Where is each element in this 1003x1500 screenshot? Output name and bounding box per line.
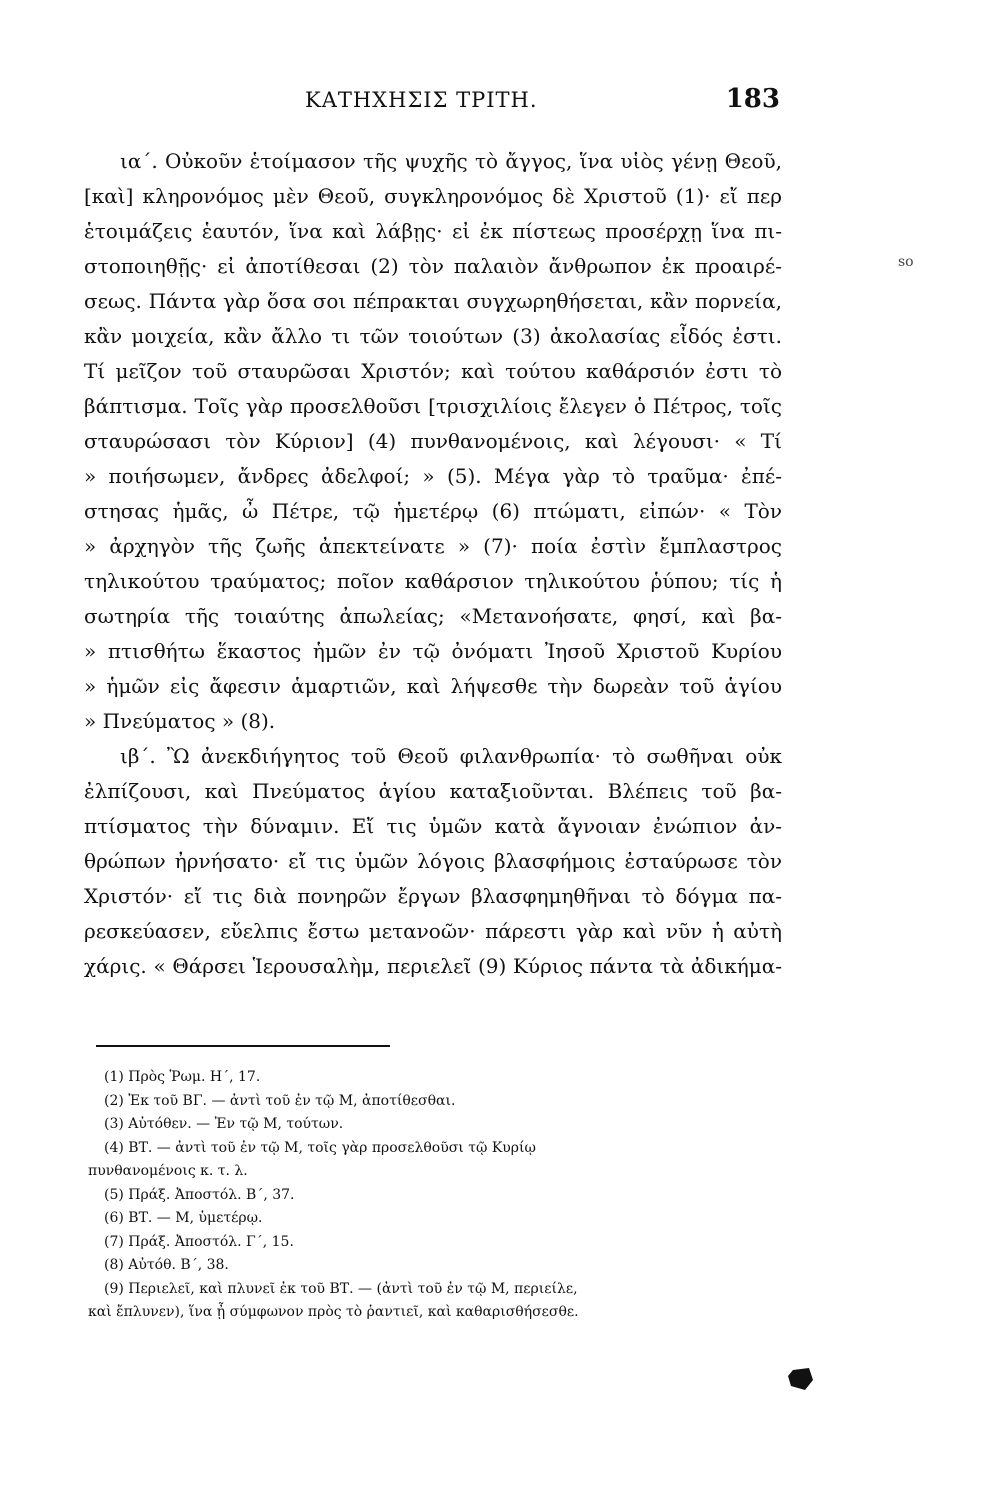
text-line: Τί μεῖζον τοῦ σταυρῶσαι Χριστόν; καὶ τούτου καθάρσιόν ἐστι τὸ — [84, 359, 782, 383]
ink-blot-mark — [787, 1366, 815, 1392]
text-line: τηλικούτου τραύματος; ποῖον καθάρσιον τηλικούτου ῥύπου; τίς ἡ — [84, 569, 782, 593]
text-line: » ἡμῶν εἰς ἄφεσιν ἁμαρτιῶν, καὶ λήψεσθε τὴν δωρεὰν τοῦ ἁγίου — [84, 674, 782, 698]
text-line: πτίσματος τὴν δύναμιν. Εἴ τις ὑμῶν κατὰ ἄγνοιαν ἐνώπιον ἀν- — [84, 814, 782, 838]
text-line: » Πνεύματος » (8). — [84, 709, 276, 733]
text-line: » πτισθήτω ἕκαστος ἡμῶν ἐν τῷ ὀνόματι Ἰησοῦ Χριστοῦ Κυρίου — [84, 639, 782, 663]
text-line: θρώπων ἠρνήσατο· εἴ τις ὑμῶν λόγοις βλασφήμοις ἐσταύρωσε τὸν — [84, 849, 782, 873]
text-line: ιβ΄. Ὢ ἀνεκδιήγητος τοῦ Θεοῦ φιλανθρωπία· τὸ σωθῆναι οὐκ — [120, 744, 782, 768]
text-line: σεως. Πάντα γὰρ ὅσα σοι πέπρακται συγχωρηθήσεται, κἂν πορνεία, — [84, 289, 782, 313]
footnote: (3) Αὐτόθεν. — Ἐν τῷ Μ, τούτων. — [104, 1116, 344, 1132]
text-line: » ἀρχηγὸν τῆς ζωῆς ἀπεκτείνατε » (7)· ποία ἐστὶν ἔμπλαστρος — [84, 534, 782, 558]
footnote-continuation: πυνθανομένοις κ. τ. λ. — [88, 1163, 248, 1179]
footnote: (1) Πρὸς Ῥωμ. Η΄, 17. — [104, 1069, 261, 1085]
footnote: (9) Περιελεῖ, καὶ πλυνεῖ ἐκ τοῦ ΒΤ. — (ἀντὶ τοῦ ἐν τῷ Μ, περιείλε, — [104, 1280, 578, 1297]
body-text — [84, 144, 782, 984]
footnote-separator — [96, 1045, 390, 1047]
text-line: ἑτοιμάζεις ἑαυτόν, ἵνα καὶ λάβῃς· εἰ ἐκ πίστεως προσέρχῃ ἵνα πι- — [84, 219, 782, 243]
footnotes — [88, 1066, 784, 1325]
text-line: ἐλπίζουσι, καὶ Πνεύματος ἁγίου καταξιοῦνται. Βλέπεις τοῦ βα- — [84, 779, 782, 803]
text-line: » ποιήσωμεν, ἄνδρες ἀδελφοί; » (5). Μέγα γὰρ τὸ τραῦμα· ἐπέ- — [84, 464, 782, 488]
text-line: [καὶ] κληρονόμος μὲν Θεοῦ, συγκληρονόμος δὲ Χριστοῦ (1)· εἴ περ — [84, 184, 782, 208]
footnote: (8) Αὐτόθ. Β΄, 38. — [104, 1257, 229, 1273]
text-line: βάπτισμα. Τοῖς γὰρ προσελθοῦσι [τρισχιλίοις ἔλεγεν ὁ Πέτρος, τοῖς — [84, 394, 782, 418]
footnote: (5) Πράξ. Ἀποστόλ. Β΄, 37. — [104, 1186, 295, 1203]
text-line: κἂν μοιχεία, κἂν ἄλλο τι τῶν τοιούτων (3) ἀκολασίας εἶδός ἐστι. — [84, 324, 782, 348]
page-header — [305, 86, 780, 122]
text-line: ρεσκεύασεν, εὔελπις ἔστω μετανοῶν· πάρεστι γὰρ καὶ νῦν ἡ αὐτὴ — [84, 919, 782, 943]
text-line: ια΄. Οὐκοῦν ἑτοίμασον τῆς ψυχῆς τὸ ἄγγος, ἵνα υἱὸς γένῃ Θεοῦ, — [120, 149, 782, 173]
text-line: Χριστόν· εἴ τις διὰ πονηρῶν ἔργων βλασφημηθῆναι τὸ δόγμα πα- — [84, 884, 782, 908]
text-line: σωτηρία τῆς τοιαύτης ἀπωλείας; «Μετανοήσατε, φησί, καὶ βα- — [84, 604, 782, 628]
text-line: στοποιηθῇς· εἰ ἀποτίθεσαι (2) τὸν παλαιὸν ἄνθρωπον ἐκ προαιρέ- — [84, 254, 782, 278]
running-title: ΚΑΤΗΧΗΣΙΣ ΤΡΙΤΗ. — [305, 88, 538, 112]
text-line: στησας ἡμᾶς, ὦ Πέτρε, τῷ ἡμετέρῳ (6) πτώματι, εἰπών· « Τὸν — [84, 499, 782, 523]
footnote: (2) Ἐκ τοῦ ΒΓ. — ἀντὶ τοῦ ἐν τῷ Μ, ἀποτίθεσθαι. — [104, 1092, 456, 1109]
footnote: (7) Πράξ. Ἀποστόλ. Γ΄, 15. — [104, 1233, 294, 1250]
footnote: (4) ΒΤ. — ἀντὶ τοῦ ἐν τῷ Μ, τοῖς γὰρ προσελθοῦσι τῷ Κυρίῳ — [104, 1139, 536, 1156]
footnote: (6) ΒΤ. — Μ, ὑμετέρῳ. — [104, 1210, 263, 1226]
footnote-continuation: καὶ ἔπλυνεν), ἵνα ᾖ σύμφωνον πρὸς τὸ ῥαντιεῖ, καὶ καθαρισθήσεσθε. — [88, 1304, 579, 1320]
text-line: χάρις. « Θάρσει Ἱερουσαλὴμ, περιελεῖ (9) Κύριος πάντα τὰ ἀδικήμα- — [84, 954, 782, 978]
margin-note: so — [898, 254, 914, 270]
text-line: σταυρώσασι τὸν Κύριον] (4) πυνθανομένοις, καὶ λέγουσι· « Τί — [84, 429, 782, 453]
page-number: 183 — [725, 84, 780, 114]
